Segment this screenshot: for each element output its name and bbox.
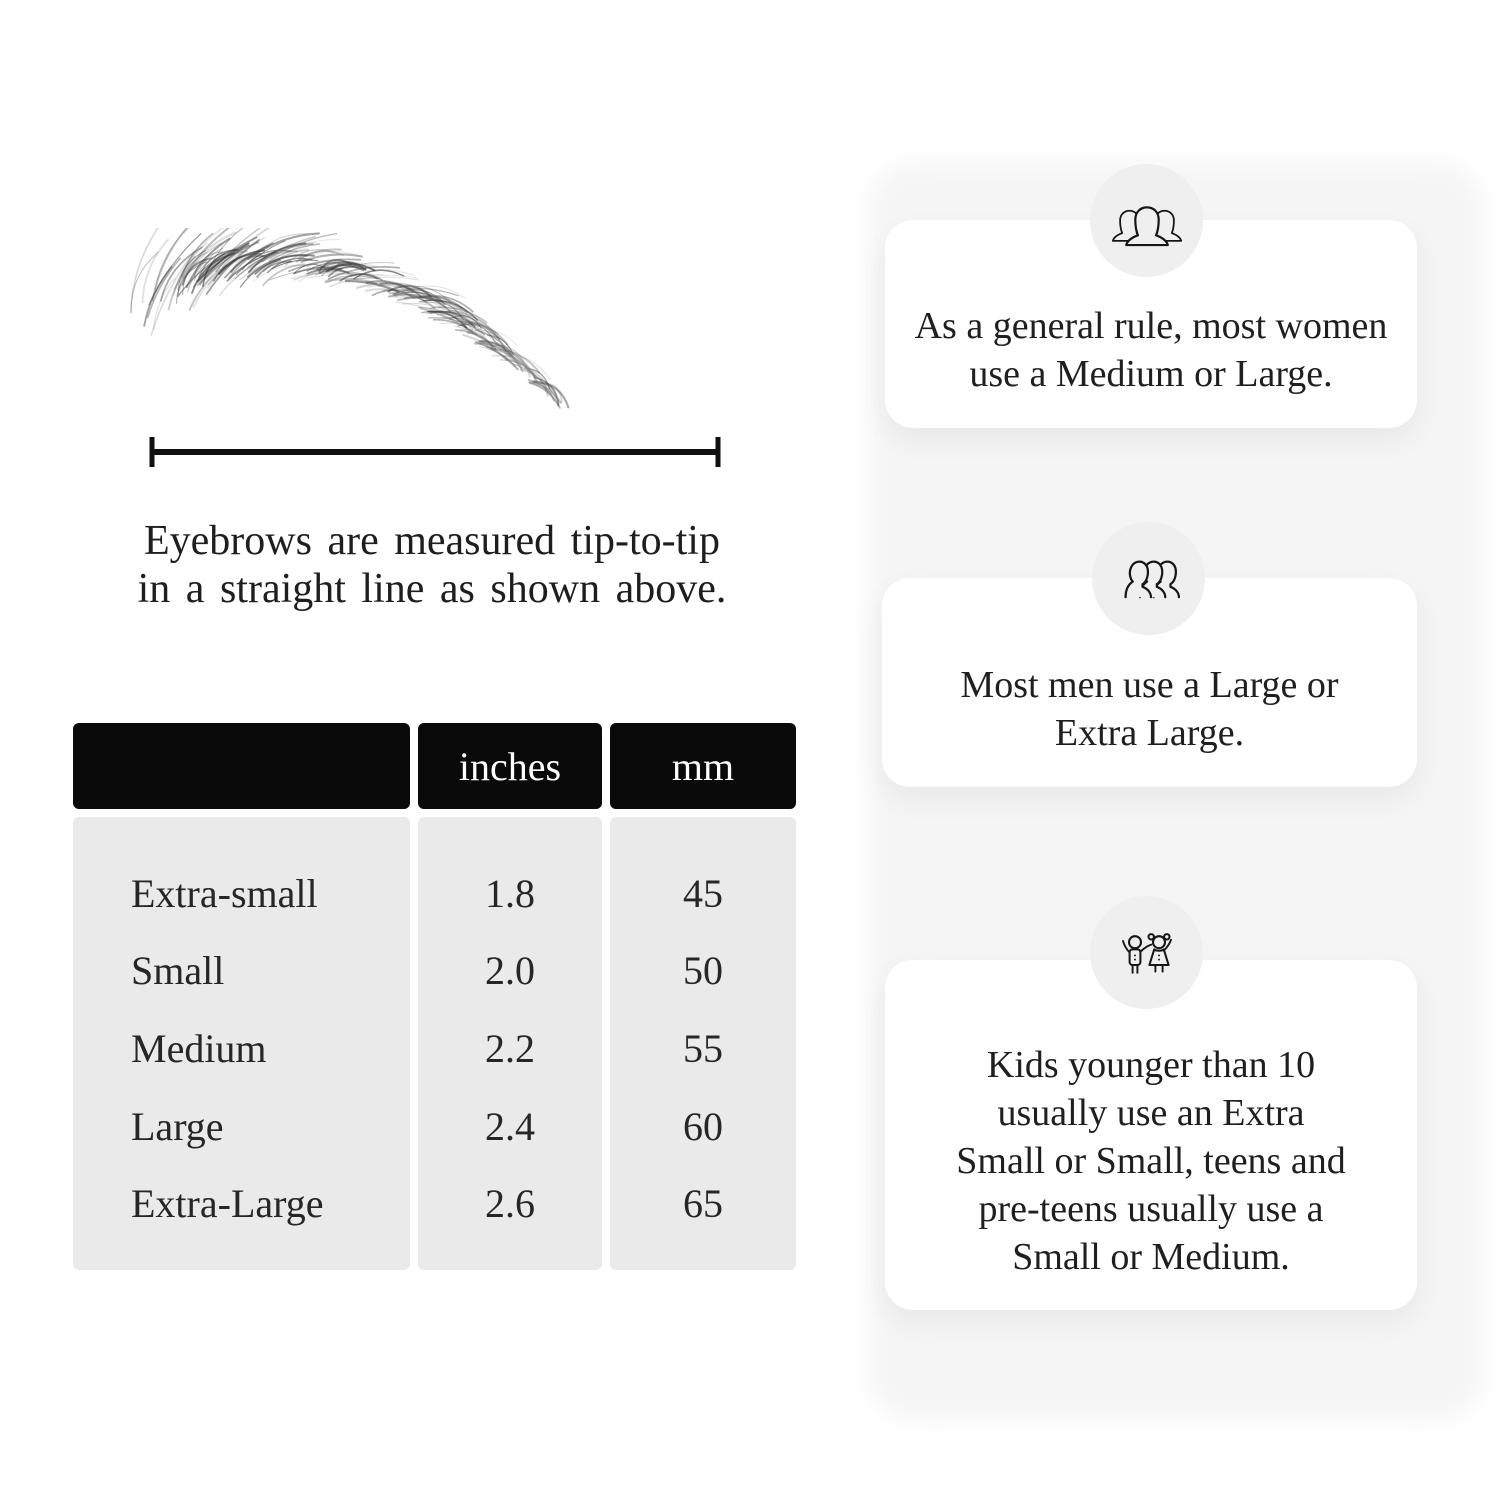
advice-line: use a Medium or Large. (969, 353, 1333, 395)
men-icon-badge (1092, 522, 1205, 635)
kids-icon (1111, 922, 1183, 984)
advice-line: pre-teens usually use a (978, 1188, 1324, 1230)
advice-line: Small or Small, teens and (956, 1140, 1346, 1182)
mm-value: 60 (683, 1103, 723, 1149)
mm-value: 65 (683, 1181, 723, 1227)
eyebrow-illustration (108, 228, 578, 418)
advice-card-kids (885, 960, 1417, 1310)
inches-value: 2.6 (485, 1181, 535, 1227)
size-table-header (73, 723, 796, 809)
inches-column (418, 817, 602, 1270)
women-group-icon (1108, 193, 1186, 249)
inches-value: 1.8 (485, 870, 535, 916)
size-label: Extra-Large (131, 1181, 324, 1227)
inches-value: 2.4 (485, 1103, 535, 1149)
advice-line: Small or Medium. (1012, 1236, 1290, 1278)
caption-line-1: Eyebrows are measured tip-to-tip (144, 518, 720, 564)
size-name-column (73, 817, 410, 1270)
caption-line-2: in a straight line as shown above. (137, 566, 727, 612)
inches-value: 2.0 (485, 948, 535, 994)
measurement-caption (107, 517, 757, 613)
mm-value: 55 (683, 1025, 723, 1071)
advice-line: Extra Large. (1054, 711, 1245, 754)
size-table (73, 723, 796, 1270)
header-cell-inches: inches (418, 723, 602, 809)
kids-icon-badge (1090, 896, 1203, 1009)
men-group-icon (1110, 551, 1188, 607)
size-table-body (73, 817, 796, 1270)
size-label: Extra-small (131, 870, 318, 916)
size-label: Medium (131, 1025, 267, 1071)
mm-column (610, 817, 796, 1270)
advice-line: As a general rule, most women (914, 305, 1388, 347)
size-label: Large (131, 1103, 224, 1149)
size-label: Small (131, 948, 225, 994)
inches-value: 2.2 (485, 1025, 535, 1071)
advice-line: usually use an Extra (997, 1092, 1305, 1134)
mm-value: 50 (683, 948, 723, 994)
mm-value: 45 (683, 870, 723, 916)
advice-line: Most men use a Large or (960, 663, 1339, 706)
women-icon-badge (1090, 164, 1203, 277)
header-cell-mm: mm (610, 723, 796, 809)
header-cell-name (73, 723, 410, 809)
measurement-line (140, 432, 740, 472)
advice-line: Kids younger than 10 (986, 1044, 1316, 1086)
